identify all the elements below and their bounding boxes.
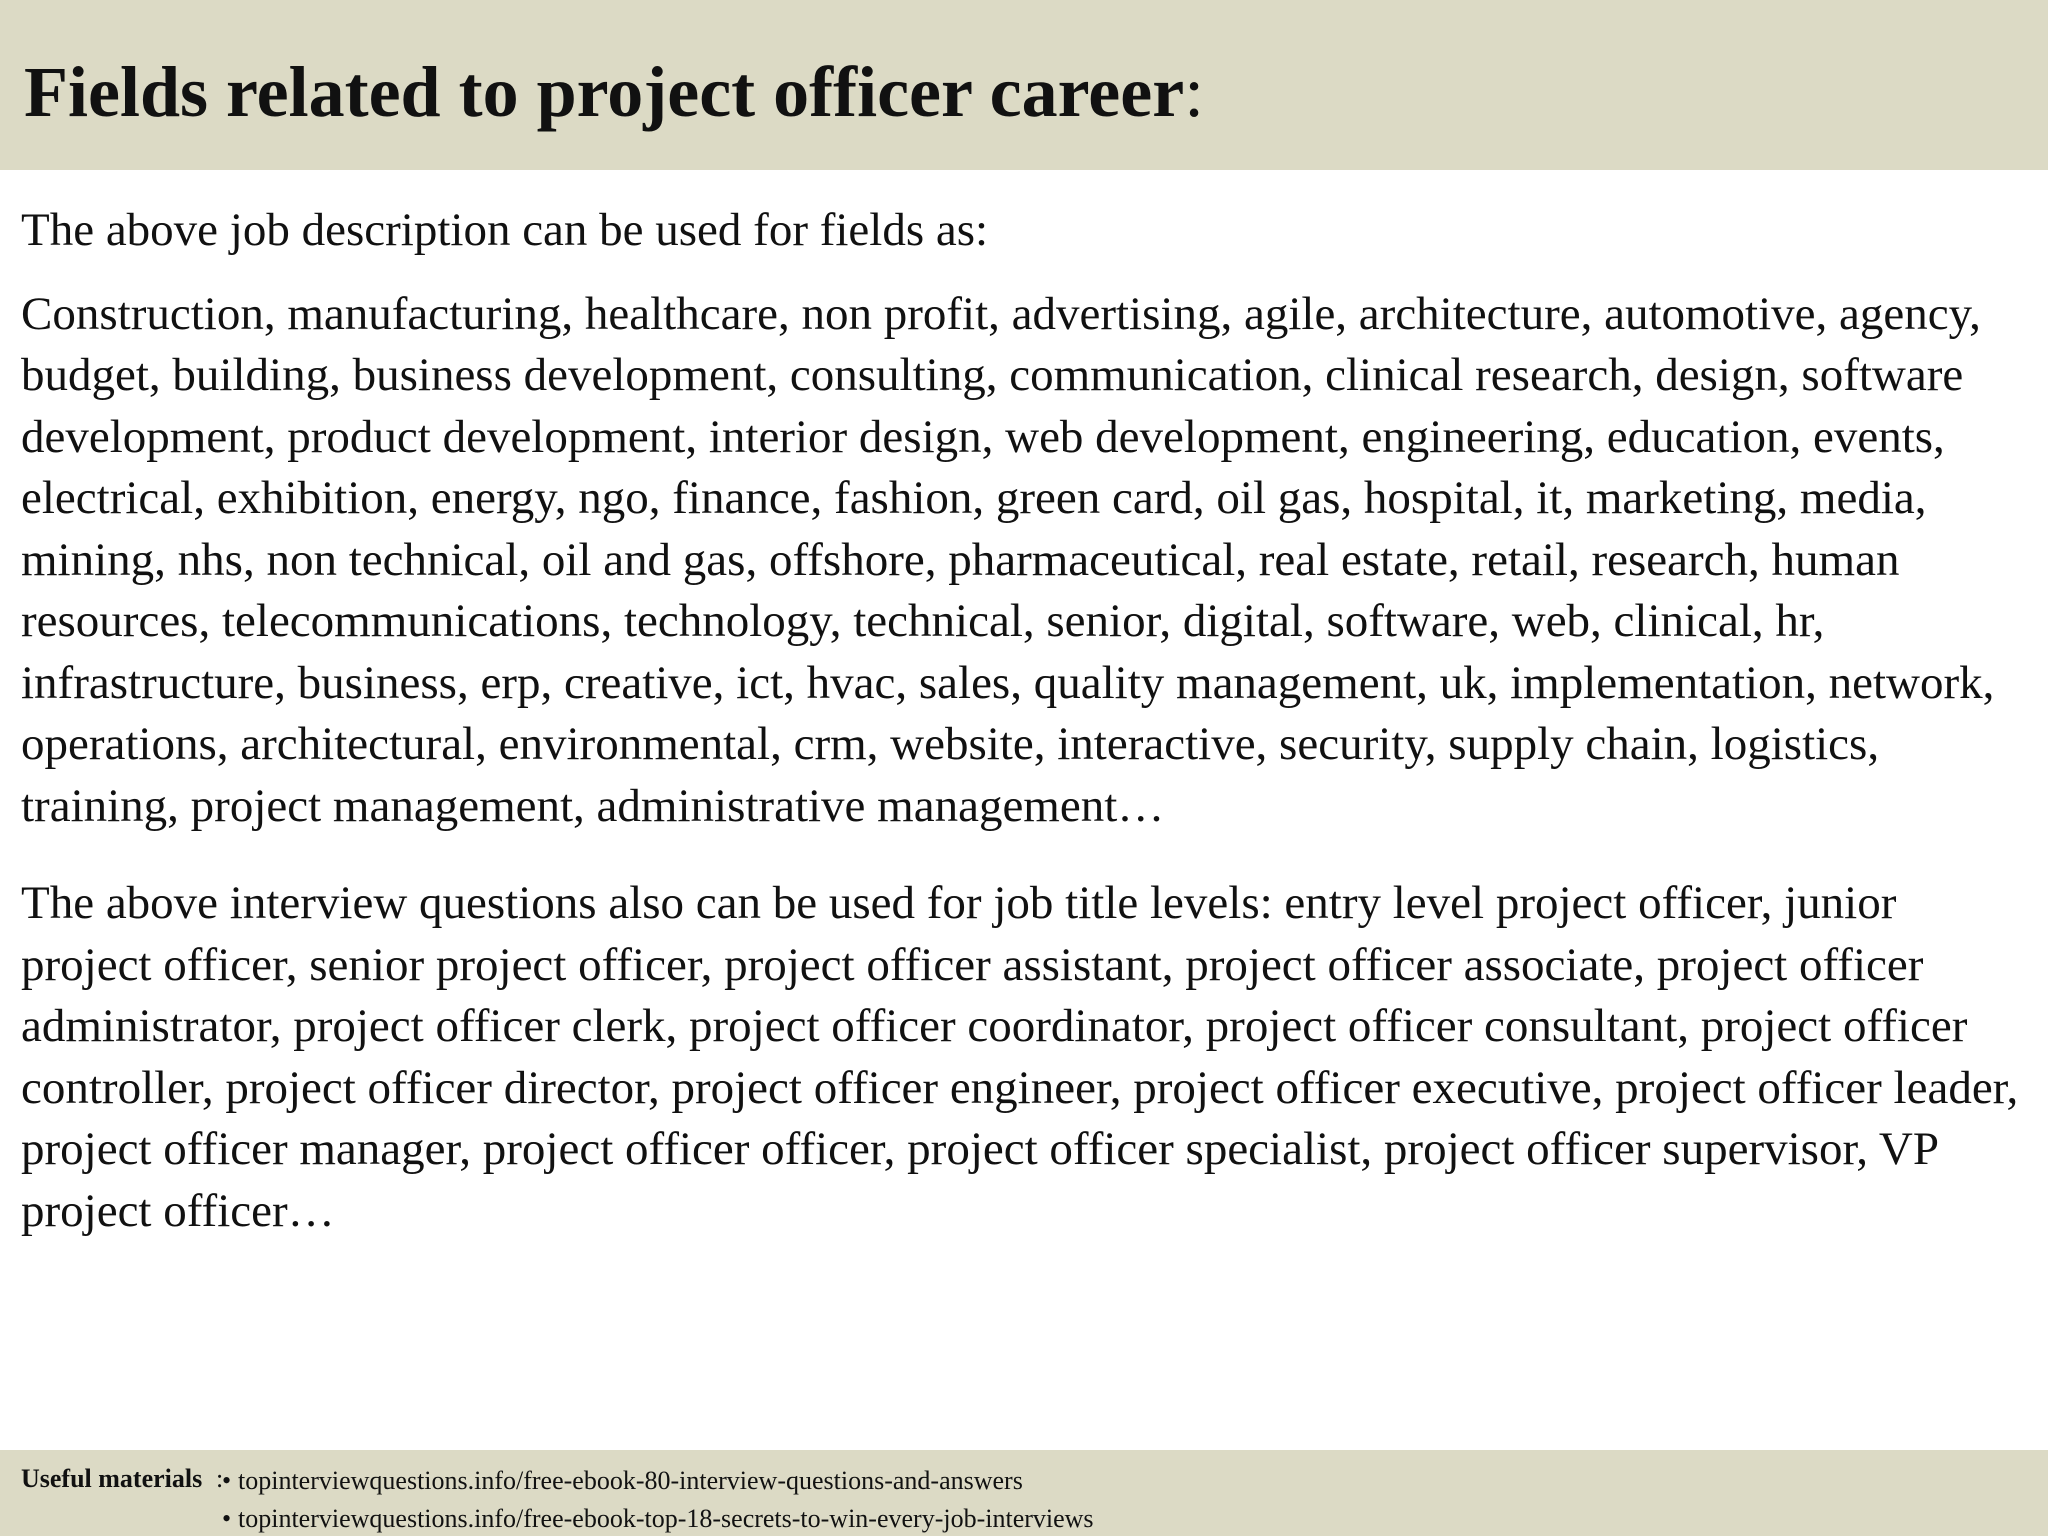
footer-band <box>0 1450 2048 1536</box>
intro-paragraph: The above job description can be used for fields as: <box>21 204 989 256</box>
job-levels-paragraph: The above interview questions also can be used for job title levels: entry level project officer, junior project officer, senior project officer, project officer assistant, project officer associate, project officer administrator, project officer clerk, project officer coordinator, project officer consultant, project officer controller, project officer director, project officer engineer, project officer executive, project officer leader, project officer manager, project officer officer, project officer specialist, project officer supervisor, VP project officer… <box>21 877 2019 1237</box>
footer-link-text[interactable]: topinterviewquestions.info/free-ebook-top-18-secrets-to-win-every-job-interviews <box>238 1504 1094 1533</box>
footer-link-text[interactable]: topinterviewquestions.info/free-ebook-80-interview-questions-and-answers <box>238 1466 1023 1495</box>
useful-materials-label: Useful materials <box>21 1464 203 1493</box>
title-bar <box>0 0 2048 170</box>
bullet-icon: • <box>222 1504 232 1533</box>
slide-title <box>24 44 1204 140</box>
bullet-icon: • <box>222 1466 232 1495</box>
slide-title-text: Fields related to project officer career <box>24 52 1185 132</box>
footer-link-item[interactable] <box>222 1500 1094 1538</box>
useful-materials-colon: : <box>216 1464 224 1493</box>
slide-body <box>21 200 2031 1242</box>
useful-materials-links <box>222 1462 1094 1538</box>
footer-link-item[interactable] <box>222 1462 1094 1500</box>
slide-title-colon: : <box>1184 52 1205 132</box>
fields-paragraph: Construction, manufacturing, healthcare, non profit, advertising, agile, architecture, automotive, agency, budget, building, business development, consulting, communication, clinical research, design, software development, product development, interior design, web development, engineering, education, events, electrical, exhibition, energy, ngo, finance, fashion, green card, oil gas, hospital, it, marketing, media, mining, nhs, non technical, oil and gas, offshore, pharmaceutical, real estate, retail, research, human resources, telecommunications, technology, technical, senior, digital, software, web, clinical, hr, infrastructure, business, erp, creative, ict, hvac, sales, quality management, uk, implementation, network, operations, architectural, environmental, crm, website, interactive, security, supply chain, logistics, training, project management, administrative management… <box>21 287 1995 832</box>
